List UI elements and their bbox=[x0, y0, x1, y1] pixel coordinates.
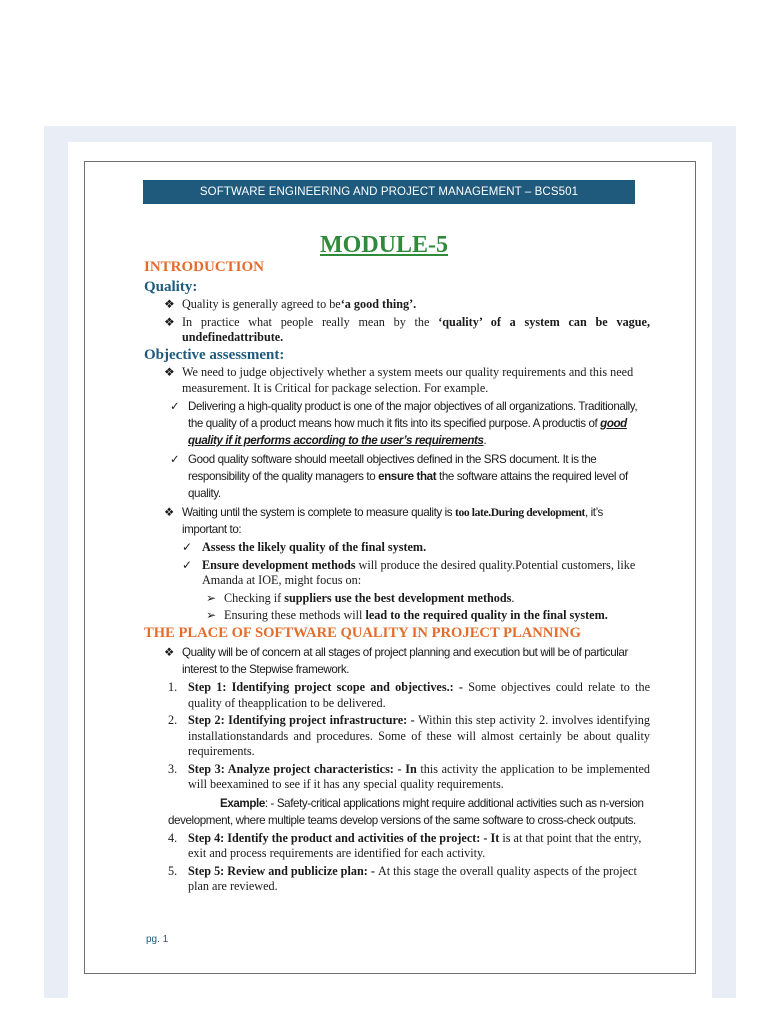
numbered-step: 1. Step 1: Identifying project scope and objectives.: - Some objectives could relate to the quality of theapplication to be delivered. bbox=[168, 680, 650, 710]
checkmark-icon: ✓ bbox=[182, 557, 193, 572]
diamond-bullet-icon: ❖ bbox=[164, 365, 175, 379]
list-item: ✓ Assess the likely quality of the final system. bbox=[182, 540, 427, 554]
diamond-bullet-icon: ❖ bbox=[164, 506, 174, 519]
diamond-bullet-icon: ❖ bbox=[164, 646, 174, 659]
list-item: ➢ Ensuring these methods will lead to the required quality in the final system. bbox=[206, 608, 608, 622]
list-item: ✓ Good quality software should meetall objectives defined in the SRS document. It is the responsibility of the quality managers to ensure that the software attains the required level of quality. bbox=[170, 453, 628, 500]
list-item: ➢ Checking if suppliers use the best development methods. bbox=[206, 590, 515, 605]
list-item: ✓ Delivering a high-quality product is one of the major objectives of all organizations. Traditionally, the quality of a product means how much it fits into its specified purpose. A productis of good quality if it performs according to the user’s requirements. bbox=[170, 400, 638, 447]
list-item: ❖ We need to judge objectively whether a system meets our quality requirements and this need measurement. It is Critical for package selection. For example. bbox=[164, 365, 634, 395]
numbered-step: 3. Step 3: Analyze project characteristics: - In this activity the application to be implemented will beexamined to see if it has any special quality requirements. bbox=[168, 761, 650, 791]
numbered-step: 2. Step 2: Identifying project infrastructure: - Within this step activity 2. involves identifying installationstandards and procedures. Some of these will almost certainly be about quality requirements. bbox=[168, 713, 650, 758]
list-item: ❖ Quality is generally agreed to be‘a good thing’. bbox=[164, 297, 417, 311]
checkmark-icon: ✓ bbox=[182, 540, 193, 554]
course-header-text: SOFTWARE ENGINEERING AND PROJECT MANAGEMENT – BCS501 bbox=[199, 186, 579, 198]
objective-assessment-heading: Objective assessment: bbox=[144, 346, 285, 363]
checkmark-icon: ✓ bbox=[170, 400, 180, 413]
example-paragraph: Example: - Safety-critical applications might require additional activities such as n-version development, where multiple teams develop versions of the same software to cross-check outputs. bbox=[168, 796, 644, 827]
document-content bbox=[144, 260, 650, 897]
checkmark-icon: ✓ bbox=[170, 453, 180, 466]
diamond-bullet-icon: ❖ bbox=[164, 297, 175, 311]
list-item: ❖ Waiting until the system is complete to measure quality is too late.During development, it’s important to: bbox=[164, 506, 603, 536]
quality-heading: Quality: bbox=[144, 278, 198, 295]
list-item: ❖ Quality will be of concern at all stages of project planning and execution but will be of particular interest to the Stepwise framework. bbox=[164, 646, 628, 676]
page-number: pg. 1 bbox=[146, 934, 169, 945]
module-title: MODULE-5 bbox=[320, 232, 448, 258]
introduction-heading: INTRODUCTION bbox=[144, 259, 265, 275]
numbered-step: 4. Step 4: Identify the product and activities of the project: - It is at that point that the entry, exit and process requirements are identified for each activity. bbox=[168, 830, 642, 860]
course-header-bar bbox=[143, 180, 635, 204]
arrowhead-bullet-icon: ➢ bbox=[206, 590, 217, 605]
diamond-bullet-icon: ❖ bbox=[164, 314, 175, 329]
numbered-step: 5. Step 5: Review and publicize plan: - At this stage the overall quality aspects of the project plan are reviewed. bbox=[168, 863, 637, 893]
list-item: ❖ In practice what people really mean by the ‘quality’ of a system can be vague, undefinedattribute. bbox=[164, 314, 650, 344]
software-quality-place-heading: THE PLACE OF SOFTWARE QUALITY IN PROJECT PLANNING bbox=[144, 624, 581, 641]
arrowhead-bullet-icon: ➢ bbox=[206, 608, 217, 622]
list-item: ✓ Ensure development methods will produce the desired quality.Potential customers, like Amanda at IOE, might focus on: bbox=[182, 557, 636, 587]
